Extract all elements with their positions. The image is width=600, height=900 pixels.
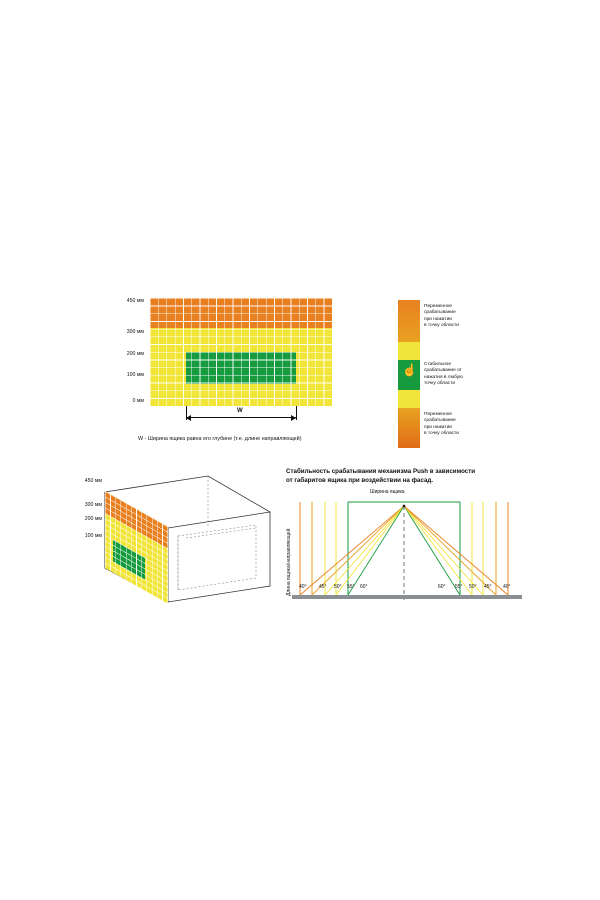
top-heatmap xyxy=(118,298,348,423)
fan-title-line2: от габаритов ящика при воздействии на фасад. xyxy=(286,477,434,484)
angle-right-60: 60° xyxy=(438,584,446,590)
angle-right-55: 55° xyxy=(455,584,463,590)
heatmap-grid xyxy=(150,298,332,406)
fan-side-label: Длина ящика/направляющей xyxy=(286,528,292,596)
angle-right-40: 40° xyxy=(503,584,511,590)
angle-left-40: 40° xyxy=(299,584,307,590)
legend xyxy=(398,300,528,450)
legend-bar-yellow-top xyxy=(398,342,420,360)
w-tick-right xyxy=(296,406,297,420)
angle-left-45: 45° xyxy=(319,584,327,590)
fan-title-line1: Стабильность срабатывания механизма Push в зависимости xyxy=(286,468,476,475)
y-tick-100: 100 мм xyxy=(126,372,144,378)
angle-left-60: 60° xyxy=(360,584,368,590)
legend-text-bottom: Переменное срабатывание при нажатии в точку области xyxy=(424,412,459,437)
y-tick-0: 0 мм xyxy=(132,398,144,404)
top-chart-caption: W - Ширина ящика равна его глубине (т.е. длине направляющей) xyxy=(138,436,302,442)
y-tick-200: 200 мм xyxy=(126,351,144,357)
y-tick-300: 300 мм xyxy=(126,329,144,335)
fan-lines-svg xyxy=(278,488,536,613)
legend-text-top: Переменное срабатывание при нажатии в точку области xyxy=(424,304,459,329)
y-tick-450: 450 мм xyxy=(126,298,144,304)
box-y-tick-200: 200 мм xyxy=(84,516,102,522)
box-diagram xyxy=(60,468,275,618)
pointing-hand-icon: ☝ xyxy=(402,363,417,377)
fan-diagram xyxy=(278,488,536,613)
legend-text-middle: Стабильное срабатывание от нажатия в любую точку области xyxy=(424,362,463,387)
box-y-tick-450: 450 мм xyxy=(84,478,102,484)
grid-lines xyxy=(150,298,332,406)
angle-left-55: 55° xyxy=(347,584,355,590)
angle-right-45: 45° xyxy=(484,584,492,590)
w-arrow xyxy=(186,417,296,418)
angle-left-50: 50° xyxy=(334,584,342,590)
w-label: W xyxy=(237,408,243,414)
legend-bar-yellow-bottom xyxy=(398,390,420,408)
legend-bar-orange-top xyxy=(398,300,420,342)
angle-right-50: 50° xyxy=(469,584,477,590)
fan-top-label: Ширина ящика xyxy=(370,489,405,495)
box-y-tick-300: 300 мм xyxy=(84,502,102,508)
box-y-tick-100: 100 мм xyxy=(84,533,102,539)
legend-bar-orange-bottom xyxy=(398,408,420,448)
